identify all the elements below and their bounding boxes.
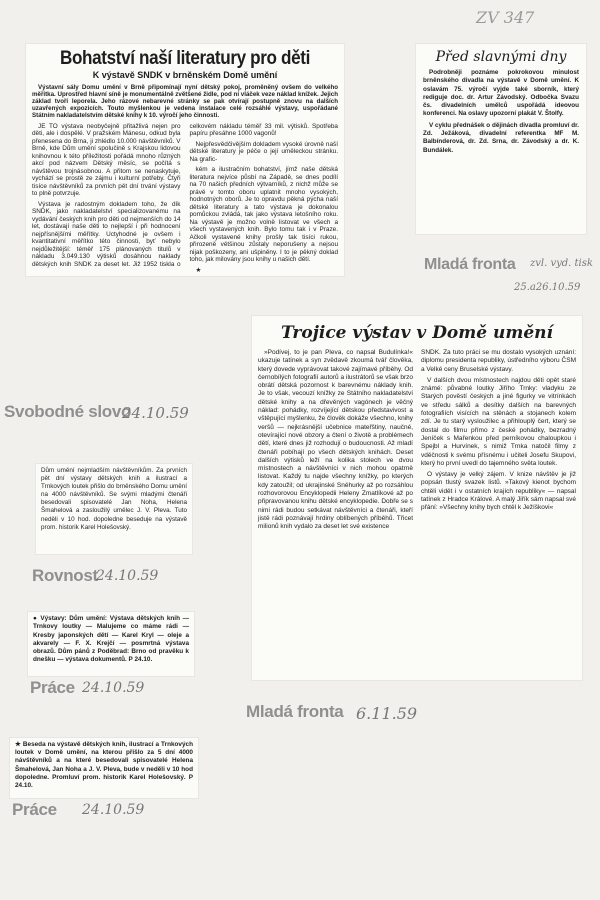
- clip-main-col2b: V dalších dvou místnostech najdou děti opět staré známé: půvabné loutky Jiřího Trnky: vladyku ze Starých pověstí českých a jiné figurky ve vitrínkách ve středu sálků a desítky dalších na barevných fotografiích visících na stěnách a stojanech kolem zdí. Je tu starý vysloužilec a přihlouplý čert, který se dostal do filmu přímo z české pohádky, bezradný Jeníček s Mařenkou před perníkovou chaloupkou i Spejbl a Hurvínek, s nimiž Trnka natočil filmy z vděčnosti k svému přísnému i učiteli Josefu Skupovi, který ho první uvedl do tajemného světa loutek.: [421, 376, 576, 467]
- archive-mark: ZV 347: [476, 8, 535, 27]
- clip1-lead: Výstavní sály Domu umění v Brně připomínají nyní dětský pokoj, proměněný ovšem do velkého měřítka. Uprostřed hlavní síně je monumentálně zvětšené židle, pod ní vláček veze náklad knížek. Jejich základ tvoří leporela. Jeho rázové nebarevné stránky se pak otvírají postupně znovu na dalších uzavřených expozicích. Touto myšlenkou je vedena instalace celé rozsáhlé výstavy, uspořádané Státním nakladatelstvím dětské knihy k 10. výročí jeho činnosti.: [32, 83, 338, 120]
- clip-trojice-vystav: [252, 316, 582, 680]
- source-small3-date: 24.10.59: [82, 802, 145, 818]
- source1-date: 24.10.59: [122, 404, 189, 422]
- clip-right-body: Podrobněji poznáme pokrokovou minulost brněnského divadla na výstavě v Domě umění. K oslavám 75. výročí vyjde také sborník, který rediguje doc. dr. Artur Závodský. Odbočka Svazu čs. divadelních umělců uspořádá ideovou konferenci. Na oslavy upozorní plakát V. Štolfy.: [423, 69, 579, 118]
- clip-vystavy-listing: [28, 612, 194, 676]
- clip-pred-slavnymi-dny: [416, 44, 586, 234]
- clip-small1-text: Dům umění nejmladším návštěvníkům. Za prvních pět dní výstavy dětských knih a ilustrací a Trnkových loutek přišlo do brněnského Domu umění na 4000 návštěvníků. Se svými mladými čtenáři besedovali spisovatelé Jan Noha, Helena Šmahelová a zasloužilý umělec J. V. Pleva. Tuto neděli v 10 hod. dopoledne beseduje na výstavě prom. historik Karel Holešovský.: [41, 467, 187, 531]
- source-main-date: 6.11.59: [356, 704, 418, 723]
- clip-beseda-vystava: [10, 738, 198, 798]
- clip-main-col1: »Podívej, to je pan Pleva, co napsal Budulínka!« ukazuje tatínek a syn zvědavě zkoumá tvář člověka, který dovede vyprávovat takové zajímavé příběhy. Od černobílých fotografií autorů a ilustrátorů se však brzo obrátí dětská pozornost k barevnému náklady knih. Je to však, vecouzí knížky ze Státního nakladatelství dětské knihy a na dřevěných vagónech je věčný náklad: pohádky, rozvíjející dětskou představivost a vštěpující myšlenku, že člověk dokáže všechno, knihy veršů — nejkrásnější učebnice mateřštiny, naučné, otevírající nové obzory a čtení o životě a problémech dětí, které dnes již rozhodují o budoucnosti. Až mladí čtenáři pobíhají po všech dětských knihách. Deset dalších výtisků leží na kolika stolech ve dvou místnostech a návštěvníci v nich mohou opatrně listovat. Každý tu najde všechny knížky, po kterých kdy zatoužil; od ukrajinské Sněhurky až po rozsáhlou rozhovorovou Encyklopedii Heleny Zmatlíkové až po připravovanou knihu dětské encyklopedie. Dobře se s nimi rádi budou setkávat návštěvníci a čtenáři, kteří jistě rádi poznávají hrdiny oblíbených příběhů. Třicet milionů knih vydalo za deset let své existence: [258, 349, 413, 531]
- source-small1-date: 24.10.59: [96, 568, 159, 584]
- source-small2-name: Práce: [30, 678, 75, 697]
- clip-small2-text: ● Výstavy: Dům umění: Výstava dětských knih — Trnkovy loutky — Malujeme co máme rádi — Kresby japonských dětí — Karel Kryl — oleje a akvarely — F. X. Krejčí — posmrtná výstava obrazů. Dům pánů z Poděbrad: Brno od pravěku k dnešku — výstava dokumentů. P 24.10.: [33, 615, 189, 664]
- clip-bohatstvi: [26, 44, 344, 276]
- clip-right-headline: Před slavnými dny: [435, 49, 567, 65]
- clip-dum-umeni-navstevnikum: [36, 464, 192, 554]
- clip1-headline: Bohatství naší literatury pro děti: [59, 48, 311, 69]
- clip1-paragraph: Nejpřesvědčivějším dokladem vysoké úrovně naší dětské literatury je péče o její uměleckou stránku. Na grafic-: [189, 140, 338, 163]
- clip-main-col2c: O výstavy je velký zájem. V knize návštěv je již popsán tlustý svazek listů. »Takový kienot bychom chtěli vidět i v ostatních krajích republiky« — napsal tatínek z Hradce Králové. A malý Jiřík sám napsal své přání: »Všechny knihy bych chtěl k Ježíškovi«: [421, 471, 576, 512]
- source1-name: Svobodné slovo: [4, 402, 132, 421]
- clip1-subhead: K výstavě SNDK v brněnském Domě umění: [92, 70, 278, 80]
- clip-main-col2: SNDK. Za tuto práci se mu dostalo vysokých uznání: diplomu presidenta republiky, ústředního výboru ČSM a Velké ceny Bruselské výstavy.: [421, 349, 576, 373]
- clip1-body: [32, 123, 338, 275]
- source-right-top-name: Mladá fronta: [424, 256, 516, 273]
- source-right-top-date: 25.a26.10.59: [514, 282, 581, 293]
- source-small2-date: 24.10.59: [82, 680, 145, 696]
- clip1-paragraph: kém a ilustračním bohatství, jímž naše dětská literatura nejvíce půsbí na Západě, se dnes podílí na 70 našich předních výtvarníků, z nichž může se právě v tomto oboru uplatnit mnoho vysokých, hodnotných oborů. Je to opravdu pěkná pýcha naší dětské literatury a tato výstava je dokonalou pomůckou zvládá, tak jako výstava letošního roku. Na výstavě je možno volně listovat ve všech a všech vystavených knih. Bylo tomu tak i v Praze. Ačkoli vystavené knihy prošly tak tisíci rukou, přirozeně většinou zůstaly neporušeny a nejsou nijak poškozeny, ani ušpiněny. I to je pěkný doklad toho, jak milovány jsou knihy u našich dětí.: [189, 166, 338, 264]
- clip-main-headline: Trojice výstav v Domě umění: [281, 323, 553, 343]
- source-right-top-note: zvl. vyd. tisk: [530, 258, 593, 269]
- clip1-paragraph: JE TO výstava neobyčejně přitažlivá nejen pro děti, ale i dospělé. V pražském Mánesu, odkud byla přenesena do Brna, ji zhlédlo 10.000 návštěvníků. V Brně, kde Dům umění spolučině s Krajskou lidovou knihovnou k této příležitosti pořádá mnoho různých akcí pod názvem Dětský měsíc, se počítá s návštěvou trojnásobnou. A přitom se nenaskytuje, vychází se prostě ze zájmu i kulturní potřeby. Čtyři tisíce návštěvníků za prvních pět dní trvání výstavy to plně potvrzuje.: [32, 122, 181, 198]
- source-small1-name: Rovnost: [32, 566, 98, 585]
- clip1-paragraph: Výstava je radostným dokladem toho, že dík SNDK, jako nakladatelství specializovanému na vydávání českých knih pro děti od nejmenších do 14 let, dostávají naše děti to nejlepší i při hodnocení nejpřísnějšími měřítky. Uctyhodné je ovšem i kvantitativní měřítko této činnosti, byť nebylo nejdůležitější: téměř 175 plánovaných titulů v nákladu 3.049.130 výtisků dosáhnou naklady dětských knih SNDK za deset let. Již 1952 tiskla o celkovém nákladu téměř 33 mil. výtisků. Spotřeba papíru přesáhne 1000 vagonů!: [32, 122, 338, 268]
- clip1-end-star: ★: [195, 266, 202, 274]
- clip-small3-text: ★ Beseda na výstavě dětských knih, ilustrací a Trnkových loutek v Domě umění, na kterou přišlo za 5 dní 4000 návštěvníků a na které besedovali spisovatelé Helena Šmahelová, Jan Noha a J. V. Pleva, bude v neděli v 10 hod dopoledne. Promluví prom. historik Karel Holešovský. P 24.10.: [15, 741, 193, 790]
- source-main-name: Mladá fronta: [246, 702, 344, 721]
- source-small3-name: Práce: [12, 800, 57, 819]
- clip-right-body2: V cyklu přednášek o dějinách divadla promluví dr. Zd. Ježáková, divadelní referentka MF M. Balbínderová, dr. Zd. Srna, dr. Závodský a dr. K. Bundálek.: [423, 121, 579, 154]
